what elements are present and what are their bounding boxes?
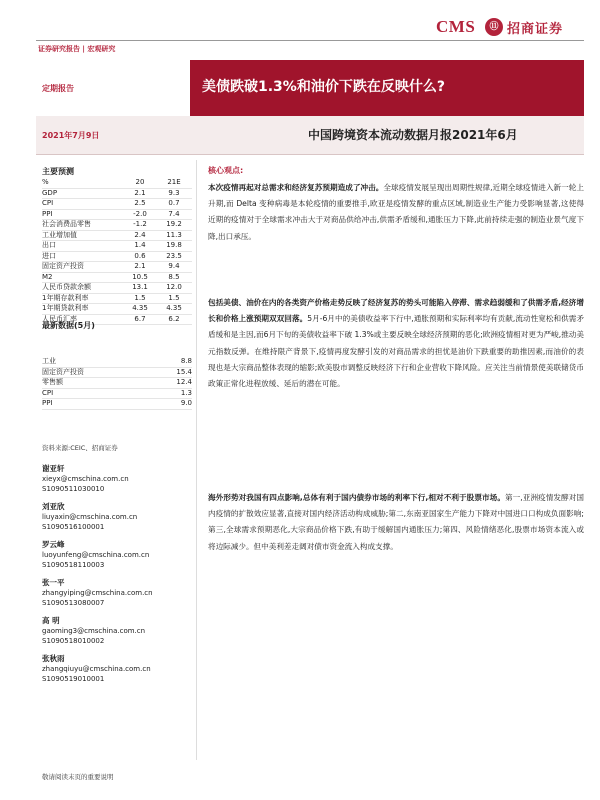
brand-logo	[436, 16, 584, 38]
forecast-heading: 主要预测	[42, 167, 74, 176]
forecast-indicator: 1年期存款利率	[42, 293, 89, 302]
analyst-card	[42, 464, 129, 494]
latest-value: 8.8	[180, 357, 192, 365]
core-paragraph-lead: 包括美债、油价在内的各类资产价格走势反映了经济复苏的势头可能陷入停滞、需求趋弱缓和了供需矛盾,经济增长和价格上涨预期双双回落。	[208, 298, 584, 324]
analyst-email[interactable]: liuyaxin@cmschina.com.cn	[42, 513, 138, 521]
logo-company-name: 招商证券	[507, 22, 564, 37]
forecast-value: 6.2	[168, 314, 180, 323]
analyst-card	[42, 654, 151, 684]
core-paragraph-body: 第一,亚洲疫情发酵对国内疫情的扩散效应显著,直接对国内经济活动构成威胁;第二,东南亚国家生产能力下降对中国进口口构成负面影响;第三,全球需求预期恶化,大宗商品价格下跌,有助于缓解国内通胀压力;第四、风险情绪恶化,股票市场资本流入或将边际减少。但中美利差走阔对债市资金流入构成支撑。	[208, 493, 584, 551]
forecast-header-row	[42, 178, 192, 189]
report-subtitle: 中国跨境资本流动数据月报2021年6月	[308, 128, 518, 142]
forecast-row	[42, 262, 192, 273]
forecast-value: 7.4	[168, 209, 180, 218]
analyst-name: 高 明	[42, 616, 60, 625]
latest-row	[42, 389, 192, 400]
forecast-indicator: 社会消费品零售	[42, 220, 91, 228]
forecast-value: 19.2	[166, 220, 182, 228]
analyst-name: 张秋雨	[42, 654, 65, 663]
column-divider	[196, 160, 197, 760]
forecast-indicator: 固定资产投资	[42, 262, 84, 270]
forecast-row	[42, 199, 192, 210]
analyst-name: 罗云峰	[42, 540, 65, 549]
latest-value: 9.0	[180, 399, 192, 407]
forecast-value: 23.5	[166, 251, 182, 260]
forecast-row	[42, 252, 192, 263]
analyst-email[interactable]: luoyunfeng@cmschina.com.cn	[42, 551, 150, 559]
forecast-value: 10.5	[132, 272, 148, 281]
forecast-row	[42, 210, 192, 221]
logo-cms-text: CMS	[436, 17, 476, 36]
latest-row	[42, 368, 192, 379]
core-paragraph-lead: 本次疫情再起对总需求和经济复苏预期造成了冲击。	[208, 183, 384, 192]
analyst-cert-id: S1090519010001	[42, 675, 105, 683]
forecast-row	[42, 241, 192, 252]
latest-indicator: 固定资产投资	[42, 367, 84, 376]
forecast-indicator: M2	[42, 272, 53, 281]
analyst-card	[42, 616, 145, 646]
latest-indicator: PPI	[42, 399, 53, 407]
analyst-cert-id: S1090518010002	[42, 637, 105, 645]
latest-data-heading: 最新数据(5月)	[42, 321, 95, 330]
analyst-name: 刘亚欣	[42, 502, 65, 511]
core-paragraph-body: 全球疫情发展呈现出周期性规律,近期全球疫情进入新一轮上升期,而 Delta 变种病毒是本轮疫情的重要推手,欧亚是疫情发酵的重点区域,制造业生产能力受影响显著,这使得近期的疫情对于全球需求冲击大于对商品供给冲击,供需矛盾缓和,通胀压力下降,此前持续走强的制造业景气度下降,出口承压。	[208, 183, 584, 241]
forecast-row	[42, 294, 192, 305]
logo-badge-icon: ⑪	[485, 18, 503, 36]
report-date: 2021年7月9日	[42, 131, 100, 140]
page-title: 美债跌破1.3%和油价下跌在反映什么?	[202, 79, 445, 95]
forecast-indicator: GDP	[42, 188, 58, 197]
forecast-value: 6.7	[134, 314, 146, 323]
analyst-cert-id: S1090516100001	[42, 523, 105, 531]
analyst-email[interactable]: gaoming3@cmschina.com.cn	[42, 627, 146, 635]
analyst-name: 谢亚轩	[42, 464, 65, 473]
analyst-email[interactable]: zhangyiping@cmschina.com.cn	[42, 589, 153, 597]
forecast-table	[42, 178, 192, 325]
forecast-value: 9.4	[168, 262, 180, 270]
analyst-email[interactable]: zhangqiuyu@cmschina.com.cn	[42, 665, 151, 673]
forecast-value: 1.5	[134, 293, 146, 302]
latest-row	[42, 378, 192, 389]
forecast-indicator: 工业增加值	[42, 230, 77, 239]
core-paragraph-3	[208, 490, 584, 555]
latest-row	[42, 399, 192, 410]
forecast-indicator: 人民币汇率	[42, 314, 77, 323]
analyst-cert-id: S1090518110003	[42, 561, 105, 569]
forecast-value: 1.4	[134, 241, 146, 249]
core-paragraph-body: 5月-6月中的美债收益率下行中,通胀预期和实际利率均有贡献,流动性宽松和供需矛盾缓和是主因,而6月下旬的美债收益率下破 1.3%或主要反映全球经济预期的恶化;欧洲疫情相对更为严峻,推动美元指数反弹。在维持限产背景下,疫情再度发酵引发的对商品需求的担忧是油价下跌重要的助推因素,而油价的表现也是大宗商品整体表现的缩影;欧美股市调整反映经济下行和企业营收下降风险。应关注当前情景使美联储货币政策正常化进程放缓、延后的潜在可能。	[208, 314, 584, 389]
forecast-indicator: 出口	[42, 241, 56, 249]
forecast-value: 2.1	[134, 188, 146, 197]
forecast-indicator: 进口	[42, 251, 56, 260]
latest-indicator: 工业	[42, 357, 56, 365]
analyst-card	[42, 578, 153, 608]
forecast-value: 2.4	[134, 230, 146, 239]
header-divider	[36, 40, 584, 41]
forecast-value: 13.1	[132, 283, 148, 291]
latest-rows	[42, 357, 192, 410]
forecast-row	[42, 273, 192, 284]
latest-indicator: CPI	[42, 388, 54, 397]
analyst-cert-id: S1090511030010	[42, 485, 105, 493]
forecast-value: 4.35	[166, 304, 182, 312]
forecast-value: 2.5	[134, 199, 146, 207]
forecast-indicator: 1年期贷款利率	[42, 304, 89, 312]
core-paragraph-2	[208, 295, 584, 392]
forecast-value: 2.1	[134, 262, 146, 270]
core-paragraph-1	[208, 180, 584, 245]
report-category: 证券研究报告 | 宏观研究	[38, 45, 116, 53]
forecast-row	[42, 189, 192, 200]
forecast-value: -1.2	[133, 220, 147, 228]
analyst-card	[42, 540, 149, 570]
latest-row	[42, 357, 192, 368]
forecast-row	[42, 304, 192, 315]
forecast-value: 0.7	[168, 199, 180, 207]
forecast-value: 11.3	[166, 230, 182, 239]
analyst-name: 张一平	[42, 578, 65, 587]
latest-value: 1.3	[180, 388, 192, 397]
forecast-col-header: 20	[135, 178, 145, 186]
forecast-row	[42, 283, 192, 294]
analyst-card	[42, 502, 137, 532]
forecast-value: 0.6	[134, 251, 146, 260]
analyst-email[interactable]: xieyx@cmschina.com.cn	[42, 475, 129, 483]
forecast-value: 12.0	[166, 283, 182, 291]
latest-data-table	[42, 357, 192, 410]
latest-value: 12.4	[176, 378, 192, 386]
forecast-col-header: %	[42, 178, 49, 186]
forecast-indicator: PPI	[42, 209, 53, 218]
core-views-label: 核心观点:	[208, 166, 244, 175]
footer-note: 敬请阅读末页的重要说明	[42, 773, 114, 781]
report-type-label: 定期报告	[42, 84, 74, 93]
forecast-rows	[42, 189, 192, 326]
core-paragraph-lead: 海外形势对我国有四点影响,总体有利于国内债券市场的利率下行,相对不利于股票市场。	[208, 493, 505, 502]
forecast-value: -2.0	[133, 209, 147, 218]
forecast-indicator: CPI	[42, 199, 54, 207]
analyst-cert-id: S1090513080007	[42, 599, 105, 607]
forecast-value: 9.3	[168, 188, 180, 197]
forecast-value: 4.35	[132, 304, 148, 312]
forecast-value: 8.5	[168, 272, 180, 281]
forecast-value: 19.8	[166, 241, 182, 249]
latest-value: 15.4	[176, 367, 192, 376]
forecast-indicator: 人民币贷款余额	[42, 283, 91, 291]
source-note: 资料来源:CEIC、招商证券	[42, 444, 118, 452]
forecast-col-header: 21E	[167, 178, 181, 186]
latest-indicator: 零售额	[42, 378, 63, 386]
forecast-row	[42, 220, 192, 231]
forecast-row	[42, 231, 192, 242]
forecast-value: 1.5	[168, 293, 180, 302]
